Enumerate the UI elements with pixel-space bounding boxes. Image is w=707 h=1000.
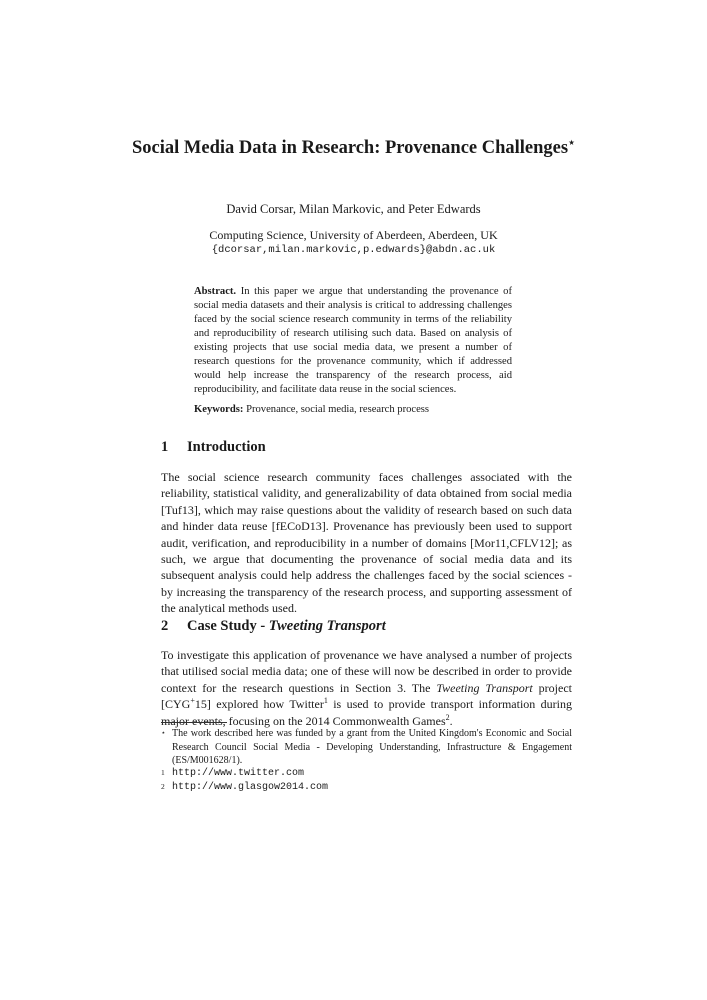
- footnote-1: [161, 767, 572, 781]
- author-list: David Corsar, Milan Markovic, and Peter Edwards: [226, 202, 481, 216]
- section-number: 2: [161, 618, 169, 634]
- footnote-divider: [161, 722, 227, 723]
- footnote-text: The work described here was funded by a grant from the United Kingdom's Economic and Social Research Council Social Media - Developing Understanding, Infrastructure & Engagement (ES/M001628/1).: [172, 728, 572, 766]
- keywords: [194, 404, 512, 415]
- affiliation-text: Computing Science, University of Aberdeen, Aberdeen, UK: [209, 228, 498, 242]
- section-title: Case Study -: [187, 618, 269, 634]
- section-heading-case-study: [161, 618, 386, 635]
- section-number: 1: [161, 439, 169, 455]
- abstract: [194, 285, 512, 397]
- footnote-ref-2: 2: [445, 712, 450, 722]
- abstract-text: In this paper we argue that understanding the provenance of social media datasets and their analysis is critical to addressing challenges faced by the social science research community in terms of the reliability and reproducibility of research utilising such data. Based on analysis of existing projects that use social media data, we present a number of research questions for the provenance community, which if addressed would help increase the transparency of the research process, aid reproducibility, and facilitate data reuse in the social sciences.: [194, 286, 512, 395]
- author-emails: {dcorsar,milan.markovic,p.edwards}@abdn.ac.uk: [211, 244, 496, 256]
- keywords-text: Provenance, social media, research process: [246, 404, 430, 415]
- section-heading-introduction: [161, 439, 266, 456]
- paragraph-text: .: [449, 713, 453, 728]
- footnote-mark: 2: [161, 782, 165, 791]
- footnote-mark: 1: [161, 768, 165, 777]
- paper-title-text: Social Media Data in Research: Provenance Challenges: [132, 138, 569, 159]
- keywords-label: Keywords:: [194, 404, 244, 415]
- citation-plus: +: [190, 696, 195, 706]
- section-title-italic: Tweeting Transport: [268, 618, 386, 634]
- footnote-funding: [161, 727, 572, 768]
- abstract-label: Abstract.: [194, 286, 237, 297]
- project-name: Tweeting Transport: [436, 680, 533, 695]
- footnote-mark: ⋆: [161, 728, 166, 737]
- paper-title: [110, 132, 597, 160]
- case-study-paragraph: [161, 647, 572, 729]
- footnote-ref-1: 1: [323, 696, 328, 706]
- section-title: Introduction: [187, 439, 266, 455]
- title-footnote-mark: ⋆: [568, 137, 575, 149]
- footnote-2: [161, 781, 572, 795]
- introduction-paragraph: The social science research community faces challenges associated with the reliability, statistical validity, and generalizability of data obtained from social media [Tuf13], which may raise questions about the validity of research based on such data and hinder data reuse [fECoD13]. Provenance has previously been used to support audit, verification, and reproducibility in a number of domains [Mor11,CFLV12]; as such, we argue that documenting the provenance of social media data and its subsequent analysis could help address the challenges faced by the social sciences - by increasing the transparency of the research process, and supporting assessment of the analytical methods used.: [161, 470, 572, 616]
- footnote-link[interactable]: http://www.twitter.com: [172, 768, 305, 779]
- paragraph-text: is used to provide transport information during major events, focusing on the 2014 Commonwealth Games: [161, 697, 572, 728]
- paragraph-text: project [CYG: [161, 680, 572, 712]
- paragraph-text: To investigate this application of provenance we have analysed a number of projects that utilised social media data; one of these will now be described in order to provide context for the research questions in Section 3. The: [161, 648, 572, 695]
- paragraph-text: 15] explored how Twitter: [194, 697, 324, 712]
- affiliation: [0, 228, 707, 258]
- footnote-link[interactable]: http://www.glasgow2014.com: [172, 782, 329, 793]
